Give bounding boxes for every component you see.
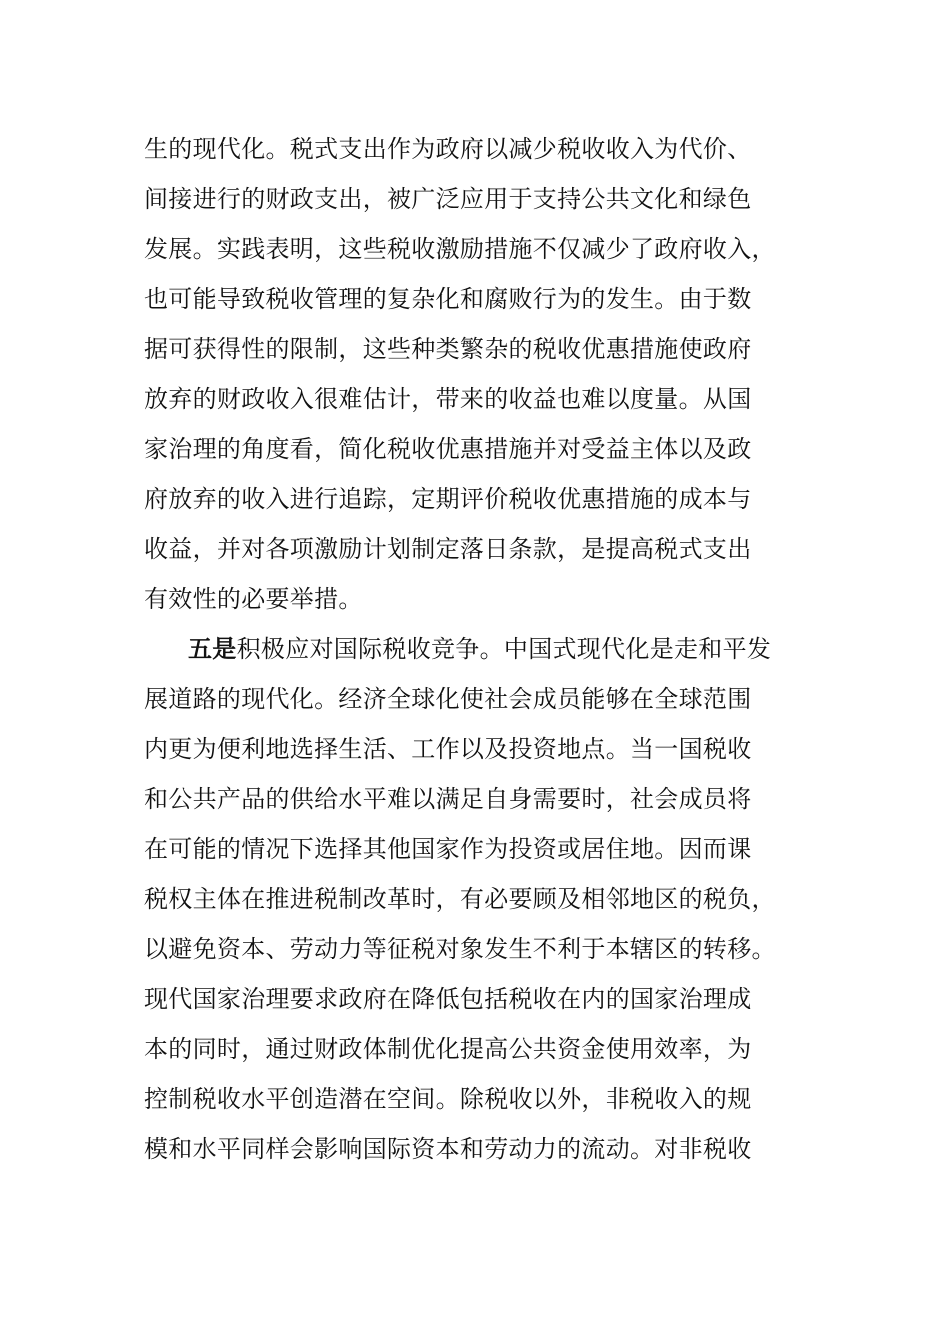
text-line: 税权主体在推进税制改革时，有必要顾及相邻地区的税负， [144,885,776,913]
text-line: 本的同时，通过财政体制优化提高公共资金使用效率，为 [144,1035,752,1063]
text-line: 以避免资本、劳动力等征税对象发生不利于本辖区的转移。 [144,935,776,963]
text-line: 现代国家治理要求政府在降低包括税收在内的国家治理成 [144,985,752,1013]
text-line: 发展。实践表明，这些税收激励措施不仅减少了政府收入， [144,235,776,263]
text-line: 据可获得性的限制，这些种类繁杂的税收优惠措施使政府 [144,335,752,363]
paragraph-1 [144,124,814,624]
text-line: 生的现代化。税式支出作为政府以减少税收收入为代价、 [144,135,752,163]
text-line: 控制税收水平创造潜在空间。除税收以外，非税收入的规 [144,1085,752,1113]
section-lead-label: 五是 [188,635,237,663]
text-line: 府放弃的收入进行追踪，定期评价税收优惠措施的成本与 [144,485,752,513]
text-line: 放弃的财政收入很难估计，带来的收益也难以度量。从国 [144,385,752,413]
body-text [144,124,814,1174]
text-line: 模和水平同样会影响国际资本和劳动力的流动。对非税收 [144,1135,752,1163]
text-line: 内更为便利地选择生活、工作以及投资地点。当一国税收 [144,735,752,763]
text-line: 展道路的现代化。经济全球化使社会成员能够在全球范围 [144,685,752,713]
section-lead-text: 积极应对国际税收竞争。中国式现代化是走和平发 [236,635,772,663]
text-line-first [144,624,814,674]
text-line: 也可能导致税收管理的复杂化和腐败行为的发生。由于数 [144,285,752,313]
paragraph-2 [144,624,814,1174]
text-line: 有效性的必要举措。 [144,585,363,613]
text-line: 在可能的情况下选择其他国家作为投资或居住地。因而课 [144,835,752,863]
text-line: 和公共产品的供给水平难以满足自身需要时，社会成员将 [144,785,752,813]
text-line: 间接进行的财政支出，被广泛应用于支持公共文化和绿色 [144,185,752,213]
text-line: 家治理的角度看，简化税收优惠措施并对受益主体以及政 [144,435,752,463]
text-line: 收益，并对各项激励计划制定落日条款，是提高税式支出 [144,535,752,563]
